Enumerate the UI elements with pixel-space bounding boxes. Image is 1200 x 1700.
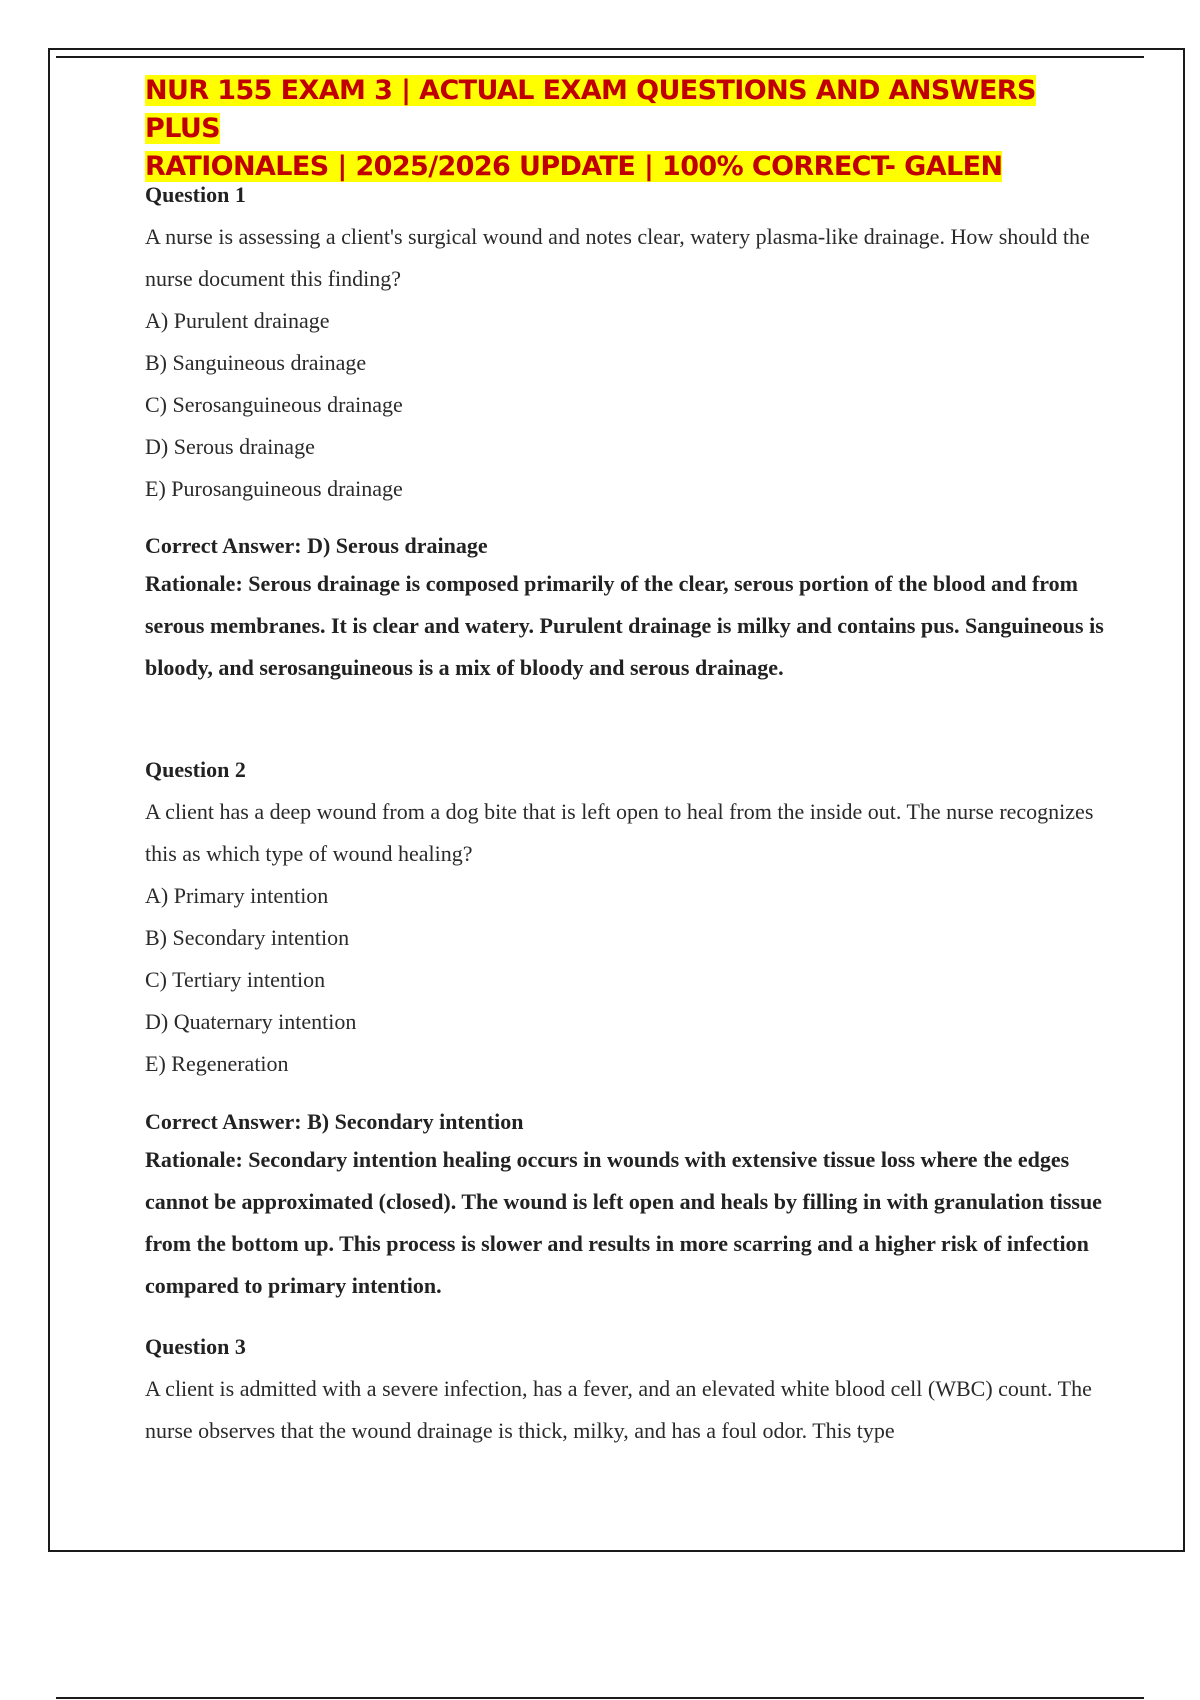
- question-1-stem: [145, 216, 1105, 300]
- document-title: [145, 72, 1105, 186]
- option-c: C) Tertiary intention: [145, 967, 326, 992]
- rationale: Rationale: Serous drainage is composed primarily of the clear, serous portion of the blood and from serous membranes. It is clear and watery. Purulent drainage is milky and contains pus. Sanguineous is bloody, and serosanguineous is a mix of bloody and serous drainage.: [145, 571, 1104, 680]
- question-3-stem: [145, 1368, 1105, 1452]
- title-line-2: RATIONALES | 2025/2026 UPDATE | 100% CORRECT- GALEN: [145, 151, 1003, 182]
- question-heading: Question 1: [145, 182, 246, 207]
- rationale: Rationale: Secondary intention healing occurs in wounds with extensive tissue loss where the edges cannot be approximated (closed). The wound is left open and heals by filling in with granulation tissue from the bottom up. This process is slower and results in more scarring and a higher risk of infection compared to primary intention.: [145, 1147, 1102, 1298]
- option-a: A) Purulent drainage: [145, 308, 330, 333]
- correct-answer: Correct Answer: B) Secondary intention: [145, 1109, 524, 1134]
- question-2-options: [145, 875, 1105, 1085]
- question-3: [145, 1332, 1105, 1362]
- question-1-options: [145, 300, 1105, 510]
- question-heading: Question 2: [145, 757, 246, 782]
- question-2-stem: [145, 791, 1105, 875]
- question-text: A nurse is assessing a client's surgical wound and notes clear, watery plasma-like drainage. How should the nurse document this finding?: [145, 224, 1090, 291]
- option-e: E) Regeneration: [145, 1051, 289, 1076]
- question-2: [145, 755, 1105, 785]
- question-heading: Question 3: [145, 1334, 246, 1359]
- question-2-answer: [145, 1107, 1105, 1137]
- top-rule: [56, 56, 1144, 58]
- option-b: B) Secondary intention: [145, 925, 350, 950]
- title-line-1: NUR 155 EXAM 3 | ACTUAL EXAM QUESTIONS AND ANSWERS PLUS: [145, 75, 1036, 144]
- option-b: B) Sanguineous drainage: [145, 350, 367, 375]
- option-a: A) Primary intention: [145, 883, 329, 908]
- question-2-rationale: [145, 1139, 1105, 1307]
- option-d: D) Quaternary intention: [145, 1009, 357, 1034]
- question-text: A client is admitted with a severe infection, has a fever, and an elevated white blood cell (WBC) count. The nurse observes that the wound drainage is thick, milky, and has a foul odor. This type: [145, 1376, 1092, 1443]
- option-c: C) Serosanguineous drainage: [145, 392, 403, 417]
- question-1-rationale: [145, 563, 1105, 689]
- bottom-rule: [56, 1697, 1144, 1699]
- correct-answer: Correct Answer: D) Serous drainage: [145, 533, 488, 558]
- question-text: A client has a deep wound from a dog bite that is left open to heal from the inside out. The nurse recognizes this as which type of wound healing?: [145, 799, 1094, 866]
- option-d: D) Serous drainage: [145, 434, 315, 459]
- question-1: [145, 180, 1105, 210]
- option-e: E) Purosanguineous drainage: [145, 476, 403, 501]
- question-1-answer: [145, 531, 1105, 561]
